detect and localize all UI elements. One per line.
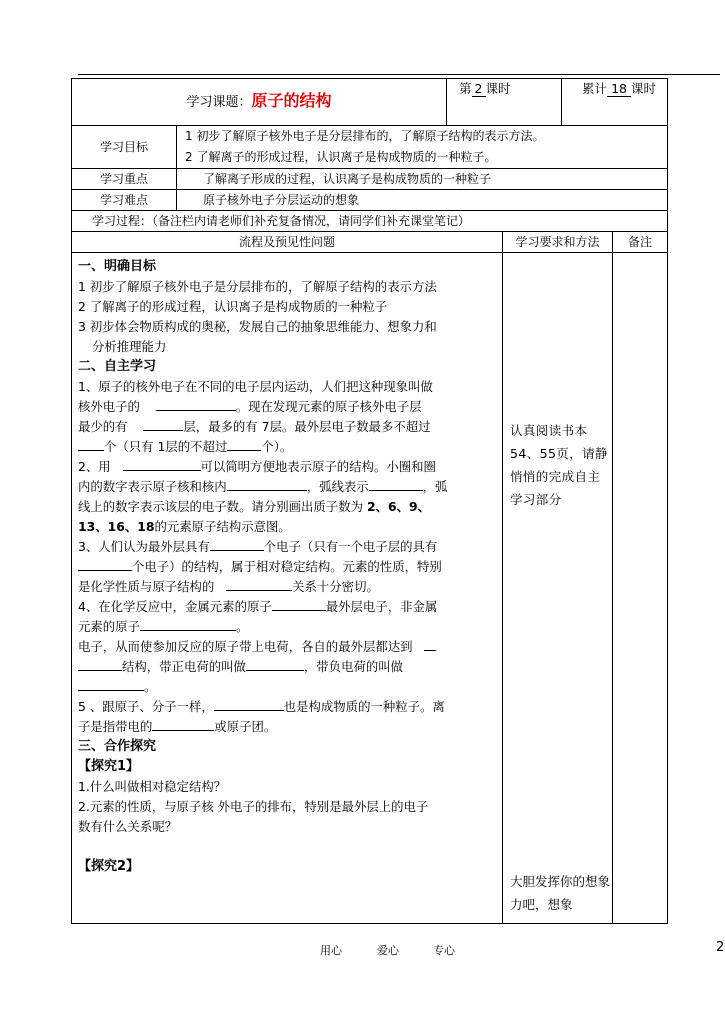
content-row [72,253,668,924]
topic-title: 原子的结构 [251,91,332,110]
column-header-row [72,232,668,253]
difficult-label: 学习难点 [72,190,177,211]
lesson-plan-table [71,78,668,924]
col-method: 学习要求和方法 [503,232,613,253]
blank [78,670,122,671]
blank [78,450,104,451]
method-content [503,253,613,924]
blank [227,490,307,491]
title-row [72,79,668,126]
blank [152,730,214,731]
col-flow: 流程及预见性问题 [72,232,503,253]
footer-a: 用心 [320,944,342,957]
blank [369,490,423,491]
blank [78,690,144,691]
method-tip-imagination: 大胆发挥你的想象力吧，想象 [510,874,611,912]
blank [424,650,436,651]
flow-content: 一、明确目标 1 初步了解原子核外电子是分层排布的，了解原子结构的表示方法 2 了解离子的形成过程，认识离子是构成物质的一种粒子 3 初步体会物质构成的奥秘，发展自己的抽象思维能力、想象力和 分析推理能力 二、自主学习 1、原子的核外电子在不同的电子层内运动，人们把这种现象叫做 核外电子的 。现在发现元素的原子核外电子层 最少的有 层，最多的有 7层。最外层电子数最多不超过 个（只有 1层的不超过 个）。 2、用 可以简明方便地表示原子的结构。小圈和圈 内的数字表示原子核和核内 ，弧线表示 ，弧 线上的数字表示该层的电子数。请分别画出质子数为 2、6、9、 13、16、18的元素原子结构示意图。 3、人们认为最外层具有 个电子（只有一个电子层的具有 个电子）的结构，属于相对稳定结构。元素的性质，特别 是化学性质与原子结构的 关系十分密切。 4、在化学反应中，金属元素的原子 最外层电子，非金属 元素的原子 。 电子，从而使参加反应的原子带上电荷，各自的最外层都达到 结构，带正电荷的叫做 ，带负电荷的叫做 。 5 、跟原子、分子一样， 也是构成物质的一种粒子。离 子是指带电的 或原子团。 三、合作探究 【探究1】 1.什么叫做相对稳定结构？ 2.元素的性质，与原子核 外电子的排布，特别是最外层上的电子 数有什么关系呢？ 【探究2】 [72,253,503,924]
blank [210,550,264,551]
note-content [613,253,668,924]
col-note: 备注 [613,232,668,253]
blank [78,570,132,571]
blank [246,670,304,671]
difficult-row [72,190,668,211]
blank [226,590,292,591]
total-number: 18 [607,82,631,97]
footer-b: 爱心 [377,944,399,957]
blank [227,450,261,451]
blank [272,610,326,611]
blank [123,470,201,471]
goal-text: 1 初步了解原子核外电子是分层排布的，了解原子结构的表示方法。 2 了解离子的形成过程，认识离子是构成物质的一种粒子。 [177,126,668,169]
process-row [72,211,668,232]
goal-label: 学习目标 [72,126,177,169]
lesson-count-cell: 第 2 课时 [447,79,562,126]
method-tip-reading: 认真阅读书本54、55页，请静悄悄的完成自主学习部分 [510,423,608,507]
page-number: 2 [716,940,725,955]
blank [143,430,183,431]
footer-c: 专心 [433,944,455,957]
process-text: 学习过程：（备注栏内请老师们补充复备情况，请同学们补充课堂笔记） [72,211,668,232]
header-rule [78,74,720,75]
topic-cell [72,79,447,126]
total-count-cell: 累计 18 课时 [562,79,668,126]
key-label: 学习重点 [72,169,177,190]
difficult-text: 原子核外电子分层运动的想象 [177,190,668,211]
lesson-number: 2 [472,82,486,97]
key-row [72,169,668,190]
blank [156,410,236,411]
blank [140,630,236,631]
blank [214,710,284,711]
topic-label: 学习课题： [186,95,252,110]
key-text: 了解离子形成的过程，认识离子是构成物质的一种粒子 [177,169,668,190]
goal-row [72,126,668,169]
